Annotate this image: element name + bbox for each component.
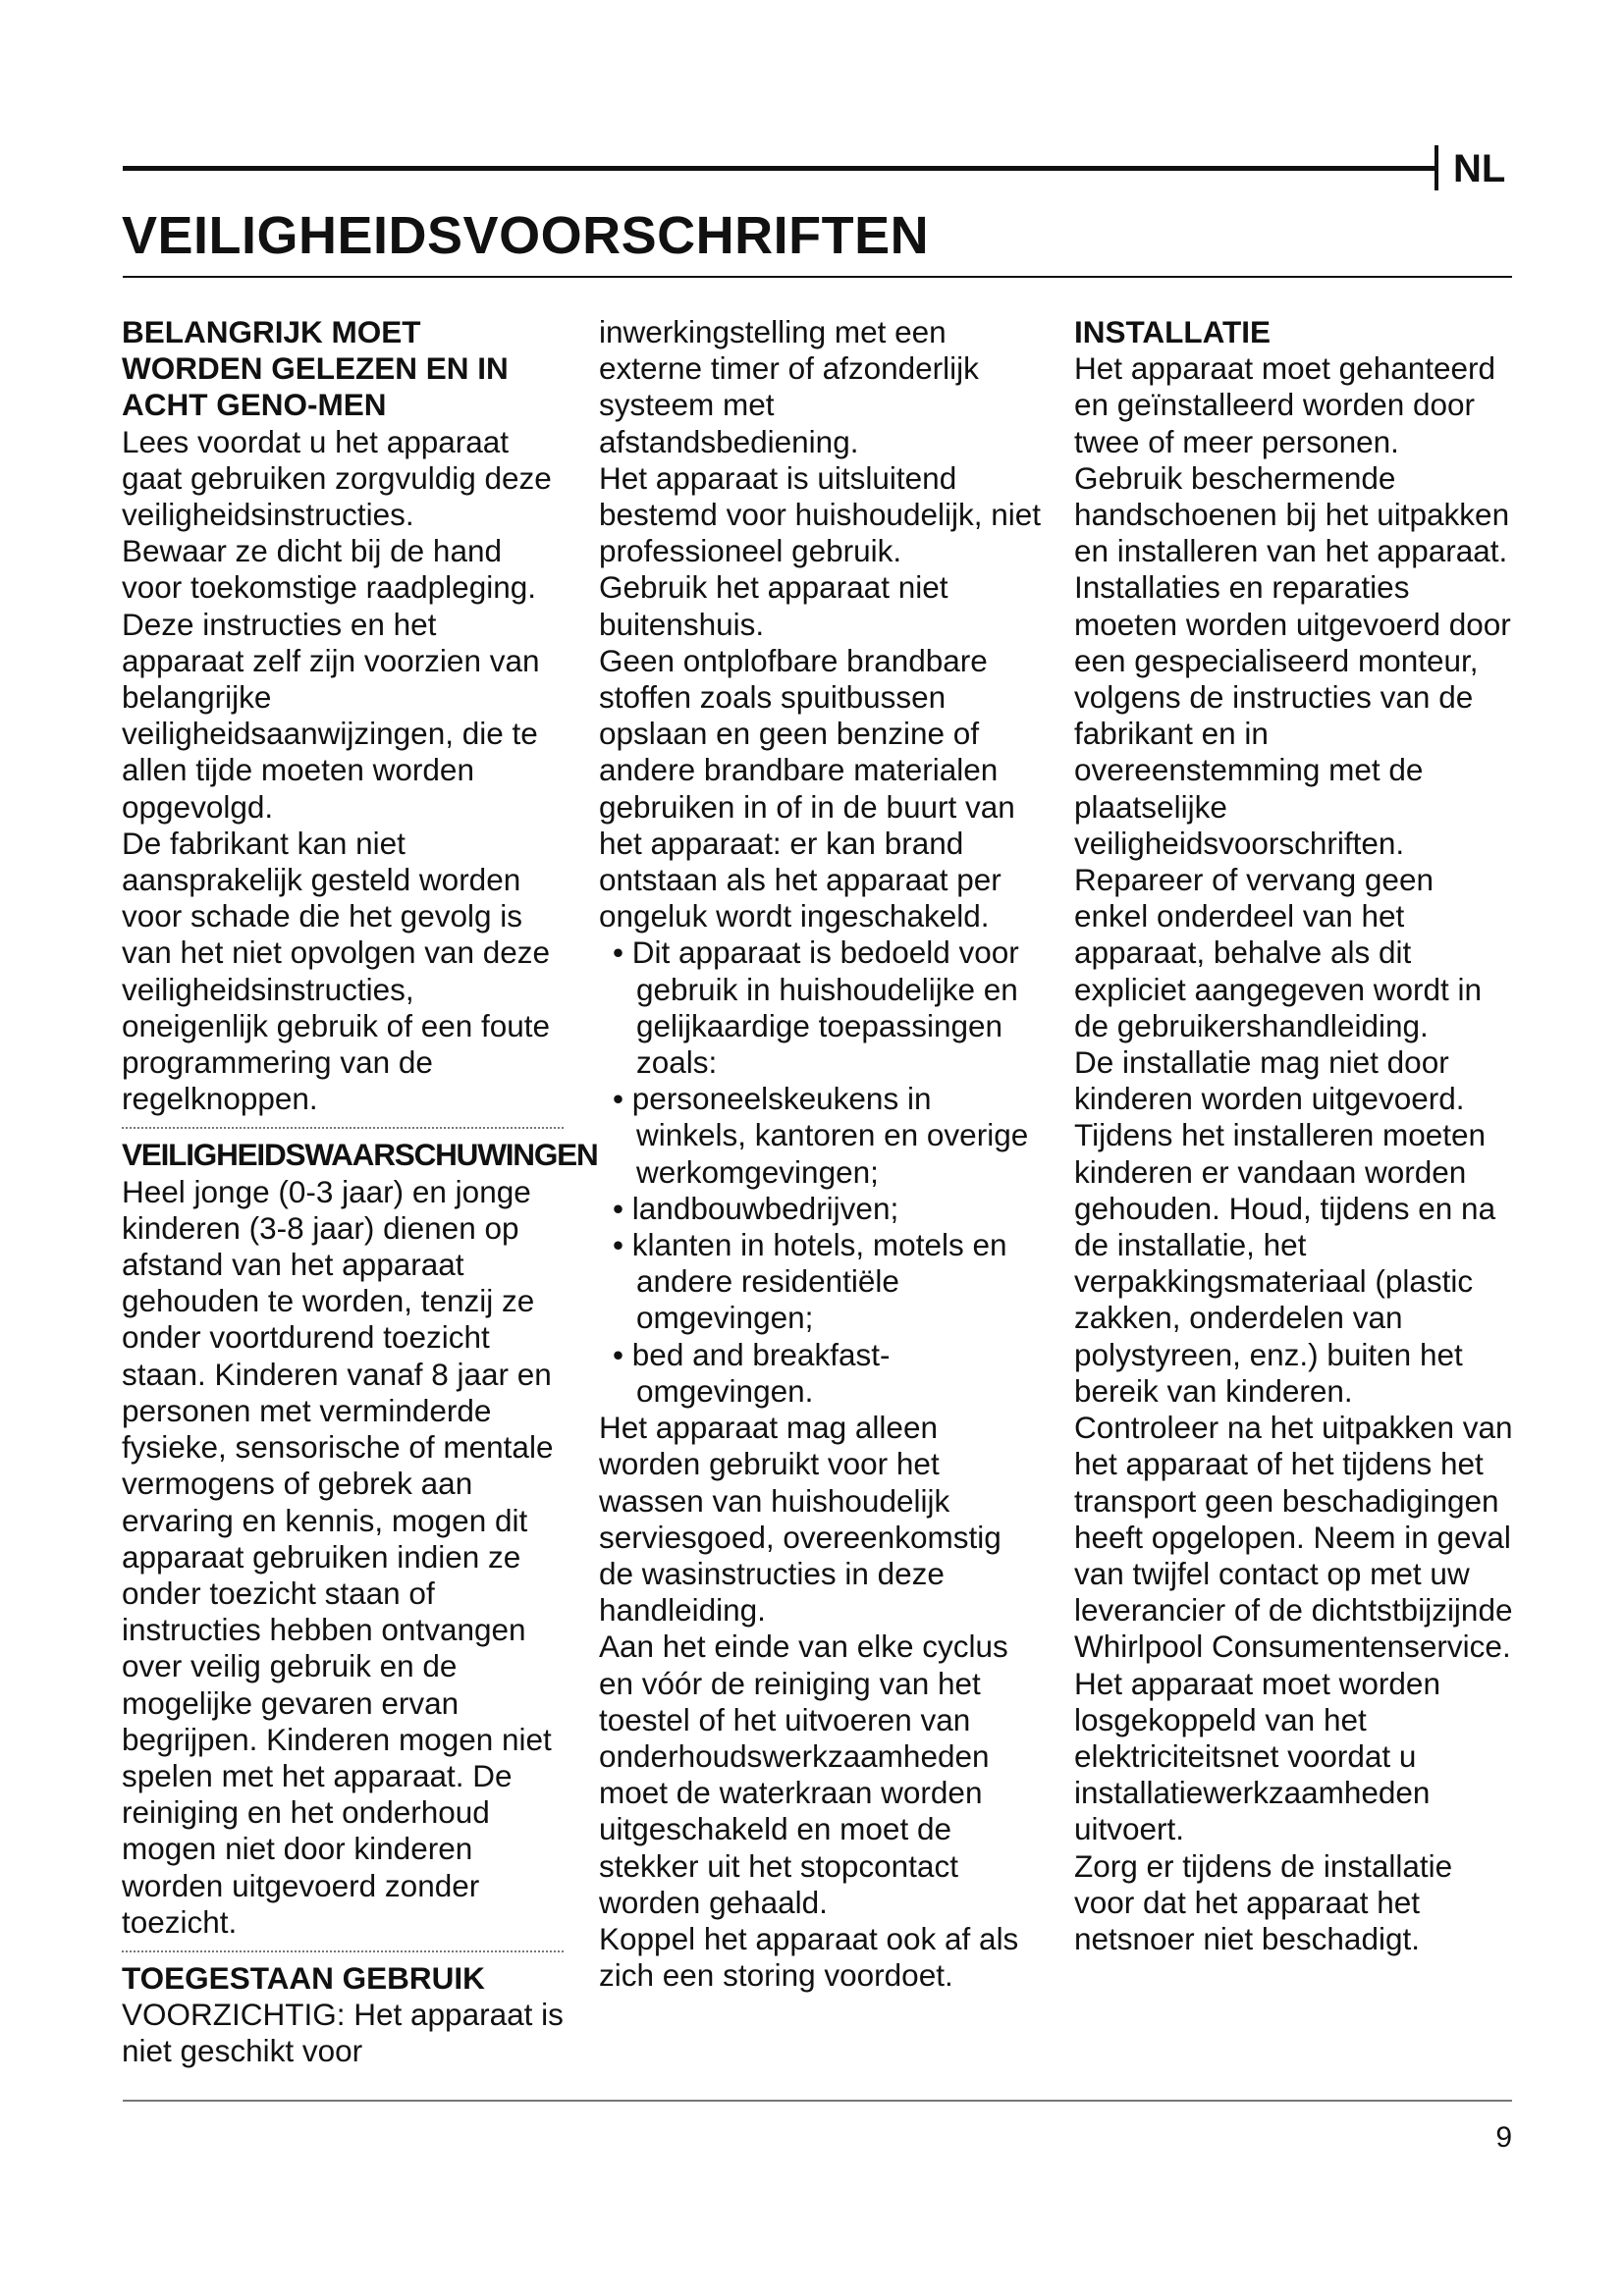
dotted-divider xyxy=(122,1950,564,1952)
paragraph: Zorg er tijdens de installatie voor dat het apparaat het netsnoer niet beschadigt. xyxy=(1074,1847,1453,1956)
paragraph: Het apparaat mag alleen worden gebruikt voor het wassen van huishoudelijk serviesgoed, overeenkomstig de wasinstructies in deze handleiding. xyxy=(599,1410,1001,1629)
paragraph: Bewaar ze dicht bij de hand voor toekomstige raadpleging. xyxy=(122,533,537,606)
page-title: VEILIGHEIDSVOORSCHRIFTEN xyxy=(122,206,930,265)
page-number: 9 xyxy=(1495,2121,1512,2154)
heading-installation: INSTALLATIE xyxy=(1074,314,1272,349)
paragraph: Controleer na het uitpakken van het apparaat of het tijdens het transport geen beschadigingen heeft opgelopen. Neem in geval van twijfel contact op met uw leverancier of de dichtstbijzijnde Whirlpool Consumentenservice. xyxy=(1074,1410,1513,1665)
header-rule-tick xyxy=(1435,145,1438,190)
paragraph: Gebruik het apparaat niet buitenshuis. xyxy=(599,569,948,642)
heading-permitted-use: TOEGESTAAN GEBRUIK xyxy=(122,1959,485,1996)
list-item: • klanten in hotels, motels en andere residentiële omgevingen; xyxy=(613,1227,1007,1336)
paragraph: Het apparaat moet worden losgekoppeld van het elektriciteitsnet voordat u installatiewerkzaamheden uitvoert. xyxy=(1074,1665,1440,1847)
footer-rule xyxy=(123,2100,1512,2102)
paragraph: Installaties en reparaties moeten worden uitgevoerd door een gespecialiseerd monteur, volgens de instructies van de fabrikant en in overeenstemming met de plaatselijke veiligheidsvoorschriften. xyxy=(1074,569,1511,861)
paragraph: Tijdens het installeren moeten kinderen er vandaan worden gehouden. Houd, tijdens en na de installatie, het verpakkingsmateriaal (plastic zakken, onderdelen van polystyreen, enz.) buiten het bereik van kinderen. xyxy=(1074,1117,1496,1409)
header-rule xyxy=(123,166,1436,171)
paragraph: Geen ontplofbare brandbare stoffen zoals spuitbussen opslaan en geen benzine of andere brandbare materialen gebruiken in of in de buurt van het apparaat: er kan brand ontstaan als het apparaat per ongeluk wordt ingeschakeld. xyxy=(599,642,1015,934)
dotted-divider xyxy=(122,1127,564,1129)
list-item: • Dit apparaat is bedoeld voor gebruik in huishoudelijke en gelijkaardige toepassingen zoals: xyxy=(613,934,1019,1081)
paragraph: Lees voordat u het apparaat gaat gebruiken zorgvuldig deze veiligheidsinstructies. xyxy=(122,423,552,533)
paragraph: inwerkingstelling met een externe timer of afzonderlijk systeem met afstandsbediening. xyxy=(599,314,979,459)
heading-safety-warnings: VEILIGHEIDSWAARSCHUWINGEN xyxy=(122,1137,598,1173)
list-item: • landbouwbedrijven; xyxy=(613,1190,899,1226)
paragraph: Koppel het apparaat ook af als zich een storing voordoet. xyxy=(599,1920,1019,1994)
list-item: • personeelskeukens in winkels, kantoren en overige werkomgevingen; xyxy=(613,1081,1029,1190)
paragraph: Deze instructies en het apparaat zelf zijn voorzien van belangrijke veiligheidsaanwijzingen, die te allen tijde moeten worden opgevolgd. xyxy=(122,606,540,825)
language-badge: NL xyxy=(1453,147,1506,190)
paragraph: De installatie mag niet door kinderen worden uitgevoerd. xyxy=(1074,1044,1465,1117)
title-rule xyxy=(123,276,1512,278)
paragraph: Het apparaat is uitsluitend bestemd voor huishoudelijk, niet professioneel gebruik. xyxy=(599,459,1042,569)
paragraph: Repareer of vervang geen enkel onderdeel van het apparaat, behalve als dit expliciet aangegeven wordt in de gebruikershandleiding. xyxy=(1074,862,1483,1043)
list-item: • bed and breakfast-omgevingen. xyxy=(613,1336,891,1409)
paragraph: Aan het einde van elke cyclus en vóór de reiniging van het toestel of het uitvoeren van onderhoudswerkzaamheden moet de waterkraan worden uitgeschakeld en moet de stekker uit het stopcontact worden gehaald. xyxy=(599,1629,1008,1920)
paragraph: Gebruik beschermende handschoenen bij het uitpakken en installeren van het apparaat. xyxy=(1074,459,1510,569)
column-3 xyxy=(1074,314,1516,1957)
column-1 xyxy=(122,314,598,2070)
column-2 xyxy=(599,314,1041,1994)
paragraph: Heel jonge (0-3 jaar) en jonge kinderen (3-8 jaar) dienen op afstand van het apparaat gehouden te worden, tenzij ze onder voortdurend toezicht staan. Kinderen vanaf 8 jaar en personen met verminderde fysieke, sensorische of mentale vermogens of gebrek aan ervaring en kennis, mogen dit apparaat gebruiken indien ze onder toezicht staan of instructies hebben ontvangen over veilig gebruik en de mogelijke gevaren ervan begrijpen. Kinderen mogen niet spelen met het apparaat. De reiniging en het onderhoud mogen niet door kinderen worden uitgevoerd zonder toezicht. xyxy=(122,1173,554,1940)
paragraph: De fabrikant kan niet aansprakelijk gesteld worden voor schade die het gevolg is van het niet opvolgen van deze veiligheidsinstructies, oneigenlijk gebruik of een foute programmering van de regelknoppen. xyxy=(122,825,551,1117)
paragraph: Het apparaat moet gehanteerd en geïnstalleerd worden door twee of meer personen. xyxy=(1074,350,1496,459)
paragraph: VOORZICHTIG: Het apparaat is niet geschikt voor xyxy=(122,1997,564,2069)
heading-important: BELANGRIJK MOET WORDEN GELEZEN EN IN ACHT GENO-MEN xyxy=(122,314,509,423)
usage-bullet-list xyxy=(599,934,1041,1410)
